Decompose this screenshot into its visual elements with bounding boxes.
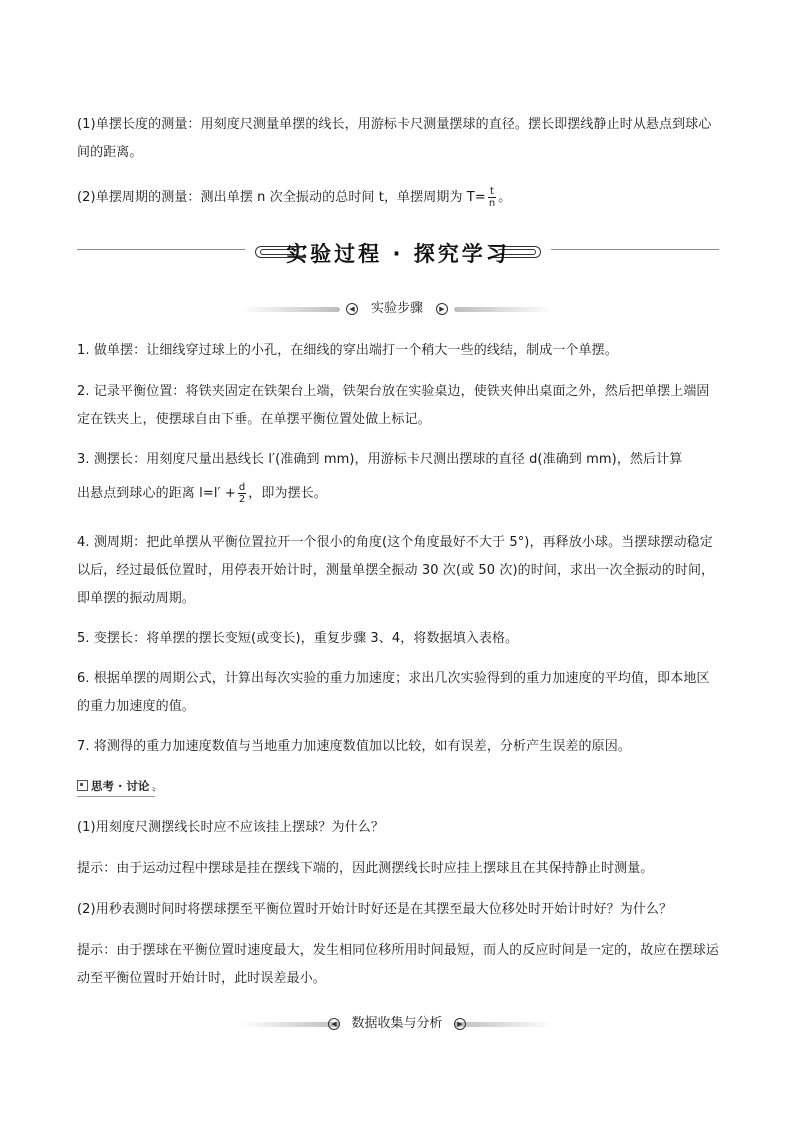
right-arrow-circle-icon: ▶	[454, 1018, 466, 1030]
half-diameter-fraction	[238, 482, 246, 505]
step-3-end: ，即为摆长。	[248, 486, 327, 501]
fraction-denominator: 2	[238, 494, 246, 505]
think-discuss-tag	[77, 777, 163, 795]
step-3-text: 出悬点到球心的距离 l=l′ +	[77, 486, 236, 501]
section-banner	[77, 236, 719, 272]
question-2: (2)用秒表测时间时将摆球摆至平衡位置时开始计时好还是在其摆至最大位移处时开始计时好？为什么？	[77, 902, 673, 917]
left-arrow-circle-icon: ◀	[328, 1018, 340, 1030]
step-7: 7. 将测得的重力加速度数值与当地重力加速度数值加以比较，如有误差，分析产生误差的原因。	[77, 739, 631, 754]
subhead-label: 实验步骤	[370, 301, 423, 316]
subhead-label: 数据收集与分析	[351, 1016, 443, 1031]
fraction-numerator: d	[238, 482, 246, 493]
step-3-line-1: 3. 测摆长：用刻度尺量出悬线长 l′(准确到 mm)，用游标卡尺测出摆球的直径 d(准确到 mm)，然后计算	[77, 452, 683, 467]
step-4: 4. 测周期：把此单摆从平衡位置拉开一个很小的角度(这个角度最好不大于 5°)，再释放小球。当摆球摆动稳定以后，经过最低位置时，用停表开始计时，测量单摆全振动 30 次(或 50 次)的时间，求出一次全振动的时间，即单摆的振动周期。	[77, 535, 715, 606]
right-arrow-circle-icon: ▶	[436, 303, 448, 315]
think-label: 思考 · 讨论	[91, 779, 150, 793]
answer-1: 提示：由于运动过程中摆球是挂在摆线下端的，因此测摆线长时应挂上摆球且在其保持静止时测量。	[77, 861, 654, 876]
period-fraction	[488, 186, 496, 209]
think-underline	[77, 796, 155, 797]
step-6: 6. 根据单摆的周期公式，计算出每次实验的重力加速度；求出几次实验得到的重力加速度的平均值，即本地区的重力加速度的值。	[77, 671, 710, 714]
intro-paragraph-2-text: (2)单摆周期的测量：测出单摆 n 次全振动的总时间 t，单摆周期为 T=	[77, 190, 486, 205]
intro-paragraph-2-end: 。	[498, 190, 512, 205]
answer-2: 提示：由于摆球在平衡位置时速度最大，发生相同位移所用时间最短，而人的反应时间是一定的，故应在摆球运动至平衡位置时开始计时，此时误差最小。	[77, 943, 719, 986]
banner-title: 实验过程 · 探究学习	[286, 242, 510, 266]
fraction-numerator: t	[488, 186, 496, 198]
subsection-header-data	[240, 1014, 554, 1036]
fraction-denominator: n	[488, 198, 496, 209]
intro-paragraph-1: (1)单摆长度的测量：用刻度尺测量单摆的线长，用游标卡尺测量摆球的直径。摆长即摆线静止时从悬点到球心间的距离。	[77, 117, 712, 160]
step-1: 1. 做单摆：让细线穿过球上的小孔，在细线的穿出端打一个稍大一些的线结，制成一个单摆。	[77, 343, 618, 358]
think-slash-icon: 〟	[151, 779, 163, 793]
question-1: (1)用刻度尺测摆线长时应不应该挂上摆球？为什么？	[77, 820, 384, 835]
step-5: 5. 变摆长：将单摆的摆长变短(或变长)，重复步骤 3、4，将数据填入表格。	[77, 631, 519, 646]
intro-paragraph-2	[77, 184, 719, 212]
think-box-icon	[77, 780, 88, 791]
step-3-line-2	[77, 480, 719, 508]
left-arrow-circle-icon: ◀	[346, 303, 358, 315]
step-2: 2. 记录平衡位置：将铁夹固定在铁架台上端，铁架台放在实验桌边，使铁夹伸出桌面之外，然后把单摆上端固定在铁夹上，使摆球自由下垂。在单摆平衡位置处做上标记。	[77, 384, 710, 427]
subsection-header-steps	[240, 299, 554, 321]
